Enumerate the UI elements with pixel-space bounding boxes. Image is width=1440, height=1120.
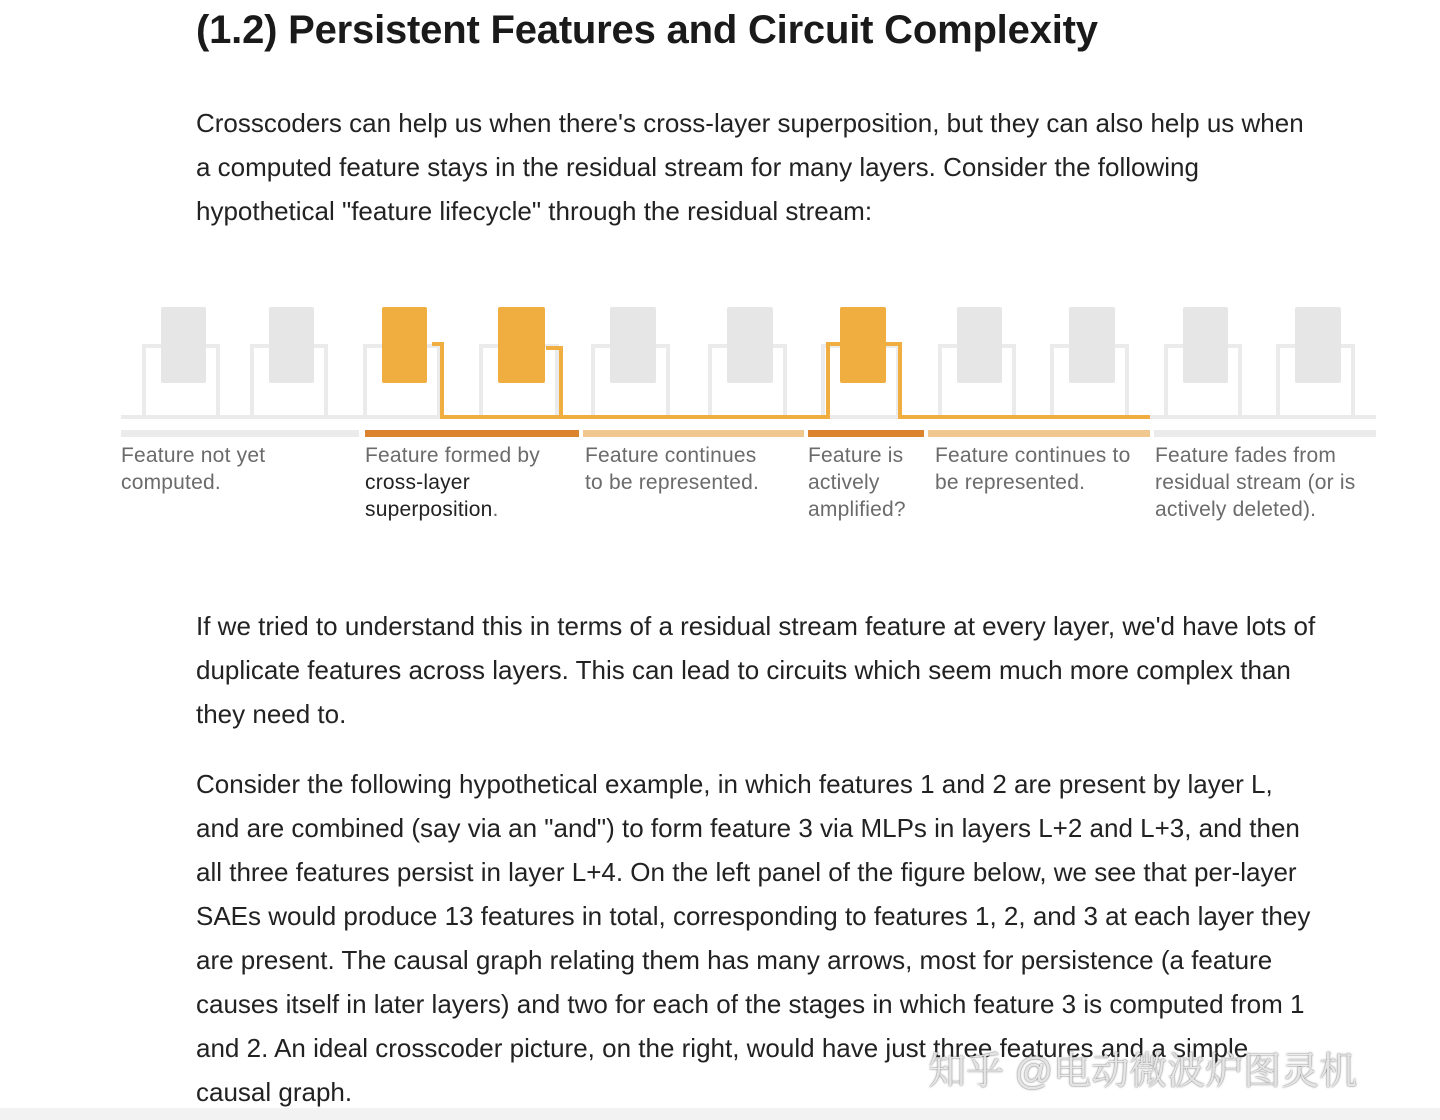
watermark: 知乎 @电动微波炉图灵机 (928, 1051, 1358, 1093)
layer-block (957, 307, 1002, 383)
caption-fades: Feature fades from residual stream (or is actively deleted). (1155, 444, 1356, 521)
layer-block (610, 307, 656, 383)
stage-bar-fades (1154, 430, 1376, 437)
caption-bold-term: cross-layer superposition (365, 471, 493, 521)
caption-continues-2: Feature continues to be represented. (935, 444, 1131, 494)
stage-bar-not-computed (121, 430, 359, 437)
layer-block-active (840, 307, 886, 383)
body-paragraph-2: If we tried to understand this in terms of a residual stream feature at every layer, we'd have lots of duplicate features across layers. This can lead to circuits which seem much more complex than they need to. (196, 611, 1316, 729)
layer-block (727, 307, 773, 383)
layer-block-active (382, 307, 427, 383)
feature-lifecycle-diagram (0, 296, 1440, 446)
layer-block (1183, 307, 1228, 383)
caption-continues-1: Feature continues to be represented. (585, 444, 760, 494)
layer-block (1295, 307, 1341, 383)
layer-block-active (498, 307, 545, 383)
page-bottom-edge (0, 1108, 1440, 1120)
layer-block (269, 307, 314, 383)
caption-formed: Feature formed by cross-layer superposition. (365, 444, 540, 521)
caption-amplified: Feature is actively amplified? (808, 444, 906, 521)
stage-bar-continues-1 (583, 430, 804, 437)
stage-bar-formed (365, 430, 579, 437)
caption-not-computed: Feature not yet computed. (121, 444, 266, 494)
layer-block (1069, 307, 1115, 383)
stage-bar-continues-2 (928, 430, 1150, 437)
section-heading: (1.2) Persistent Features and Circuit Complexity (196, 8, 1098, 52)
intro-paragraph: Crosscoders can help us when there's cross-layer superposition, but they can also help us when a computed feature stays in the residual stream for many layers. Consider the following hypothetical "feature lifecycle" through the residual stream: (196, 108, 1304, 226)
layer-block (161, 307, 206, 383)
body-paragraph-3: Consider the following hypothetical example, in which features 1 and 2 are present by layer L, and are combined (say via an "and") to form feature 3 via MLPs in layers L+2 and L+3, and then all three features persist in layer L+4. On the left panel of the figure below, we see that per-layer SAEs would produce 13 features in total, corresponding to features 1, 2, and 3 at each layer they are present. The causal graph relating them has many arrows, most for persistence (a feature causes itself in later layers) and two for each of the stages in which feature 3 is computed from 1 and 2. An ideal crosscoder picture, on the right, would have just three features and a simple causal graph. (196, 769, 1311, 1107)
stage-bar-amplified (808, 430, 924, 437)
